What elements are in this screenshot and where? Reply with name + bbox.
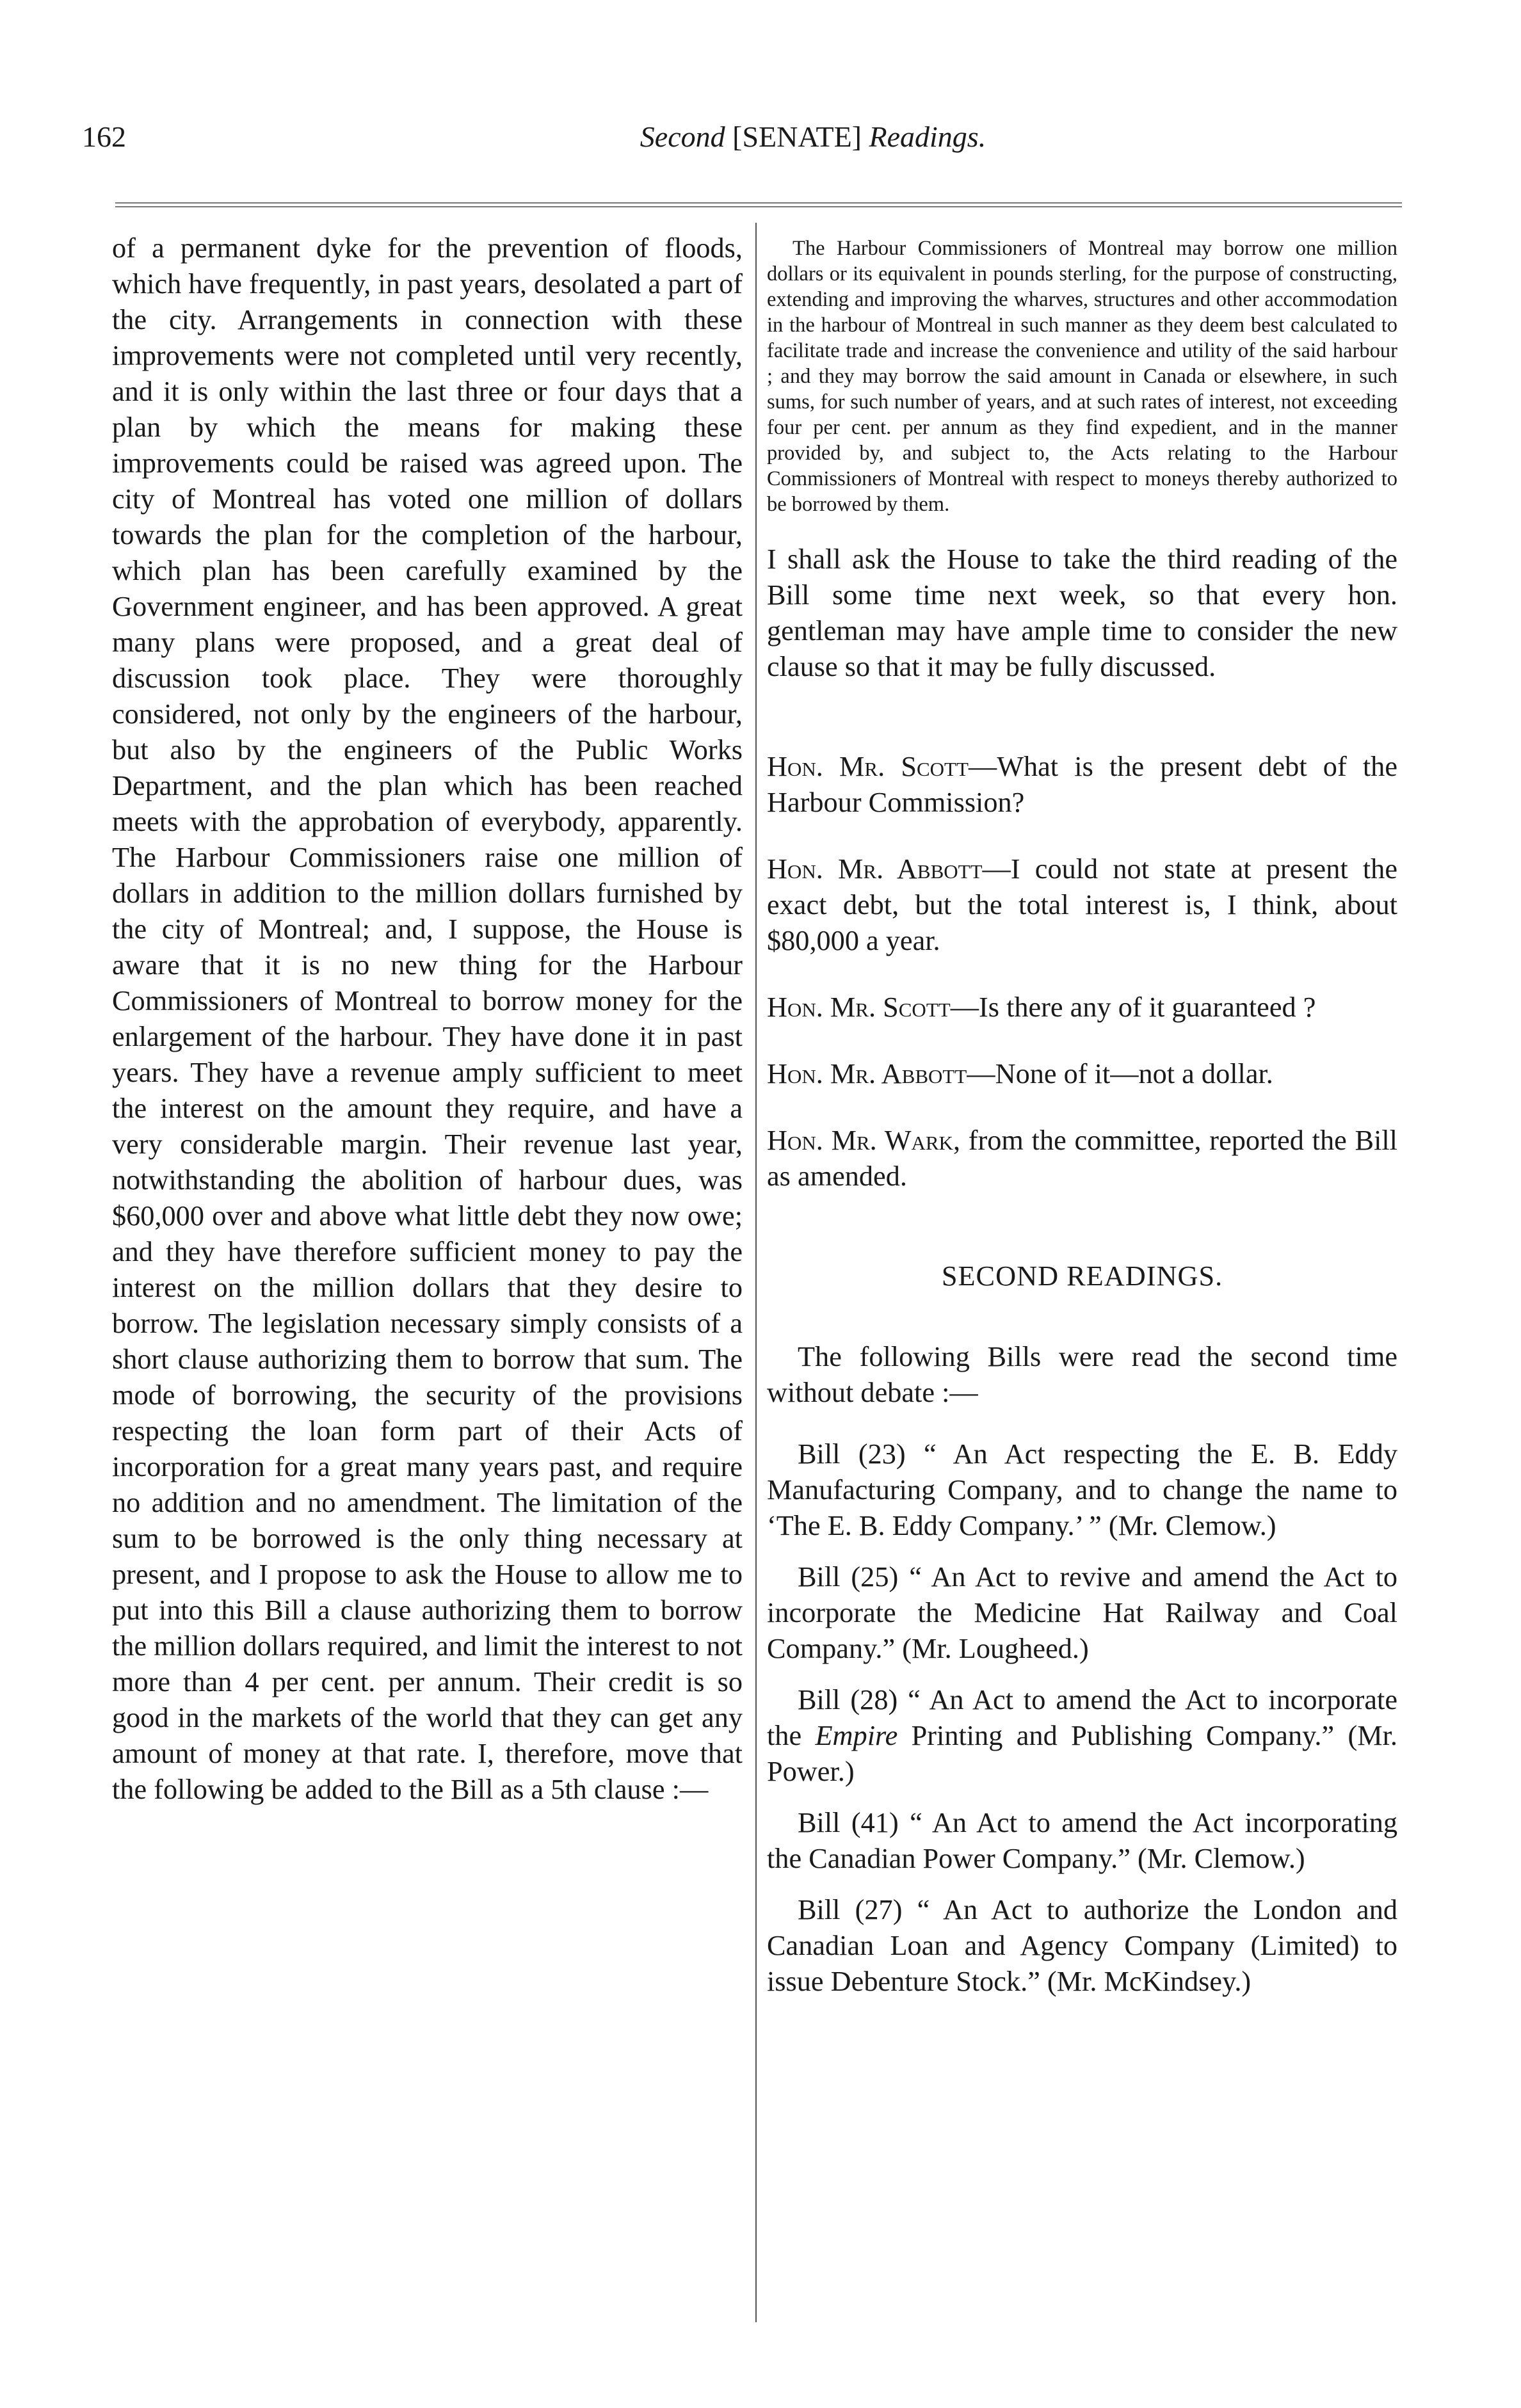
bill-item: Bill (23) “ An Act respecting the E. B. Eddy Manufacturing Company, and to change the name to ‘The E. B. Eddy Company.’ ” (Mr. Clemow.)	[767, 1438, 1397, 1541]
page-number: 162	[82, 120, 126, 153]
header-readings: Readings.	[869, 120, 986, 153]
header-rule-bottom	[115, 206, 1402, 207]
bill-text: Bill (28) “ An Act to amend the Act to incorporate the	[767, 1684, 1397, 1751]
header-rule-top	[115, 202, 1402, 204]
header-second: Second	[640, 120, 725, 153]
bill-item: Bill (27) “ An Act to authorize the London and Canadian Loan and Agency Company (Limited) to issue Debenture Stock.” (Mr. McKindsey.)	[767, 1894, 1397, 1997]
exchange-5	[767, 1123, 1397, 1194]
exchange-4	[767, 1056, 1397, 1092]
header-senate: [SENATE]	[732, 120, 862, 153]
bills-intro: The following Bills were read the second time without debate :—	[767, 1341, 1397, 1408]
speaker: Hon. Mr. Abbott	[767, 853, 983, 885]
bill-item: Bill (41) “ An Act to amend the Act incorporating the Canadian Power Company.” (Mr. Clemow.)	[767, 1807, 1397, 1874]
speaker: Hon. Mr. Abbott	[767, 1058, 967, 1089]
exchange-1	[767, 749, 1397, 821]
third-reading-paragraph: I shall ask the House to take the third reading of the Bill some time next week, so that every hon. gentleman may have ample time to consider the new clause so that it may be fully discussed.	[767, 543, 1397, 682]
exchange-2	[767, 851, 1397, 959]
bill-item	[767, 1682, 1397, 1790]
bill-item: Bill (25) “ An Act to revive and amend the Act to incorporate the Medicine Hat Railway and Coal Company.” (Mr. Lougheed.)	[767, 1561, 1397, 1664]
speaker: Hon. Mr. Scott	[767, 751, 969, 782]
speaker: Hon. Mr. Wark	[767, 1125, 953, 1156]
speech: , from the committee, reported the Bill as amended.	[767, 1125, 1397, 1192]
section-heading: SECOND READINGS.	[941, 1260, 1223, 1292]
speech: —None of it—not a dollar.	[967, 1058, 1273, 1089]
right-column	[767, 230, 1397, 2000]
bill-italic-title: Empire	[815, 1720, 898, 1751]
running-header	[397, 119, 1229, 155]
exchange-3	[767, 990, 1397, 1025]
speech: —What is the present debt of the Harbour Commission?	[767, 751, 1397, 818]
harbour-clause-quote: The Harbour Commissioners of Montreal may borrow one million dollars or its equivalent in pounds sterling, for the purpose of constructing, extending and improving the wharves, structures and other accommodation in the harbour of Montreal in such manner as they deem best calculated to facilitate trade and increase the convenience and utility of the said harbour ; and they may borrow the said amount in Canada or elsewhere, in such sums, for such number of years, and at such rates of interest, not exceeding four per cent. per annum as they find expedient, and in the manner provided by, and subject to, the Acts relating to the Harbour Commissioners of Montreal with respect to moneys thereby authorized to be borrowed by them.	[767, 237, 1397, 516]
column-divider	[755, 223, 757, 2322]
left-column-text: of a permanent dyke for the prevention of floods, which have frequently, in past years, desolated a part of the city. Arrangements in connection with these improvements were not completed until very recently, and it is only within the last three or four days that a plan by which the means for making these improvements could be raised was agreed upon. The city of Montreal has voted one million of dollars towards the plan for the completion of the harbour, which plan has been carefully examined by the Government engineer, and has been approved. A great many plans were proposed, and a great deal of discussion took place. They were thoroughly considered, not only by the engineers of the harbour, but also by the engineers of the Public Works Department, and the plan which has been reached meets with the approbation of everybody, apparently. The Harbour Commissioners raise one million of dollars in addition to the million dollars furnished by the city of Montreal; and, I suppose, the House is aware that it is no new thing for the Harbour Commissioners of Montreal to borrow money for the enlargement of the harbour. They have done it in past years. They have a revenue amply sufficient to meet the interest on the amount they require, and have a very considerable margin. Their revenue last year, notwithstanding the abolition of harbour dues, was $60,000 over and above what little debt they now owe; and they have therefore sufficient money to pay the interest on the million dollars that they desire to borrow. The legislation necessary simply consists of a short clause authorizing them to borrow that sum. The mode of borrowing, the security of the provisions respecting the loan form part of their Acts of incorporation for a great many years past, and require no addition and no amendment. The limitation of the sum to be borrowed is the only thing necessary at present, and I propose to ask the House to allow me to put into this Bill a clause authorizing them to borrow the million dollars required, and limit the interest to not more than 4 per cent. per annum. Their credit is so good in the markets of the world that they can get any amount of money at that rate. I, therefore, move that the following be added to the Bill as a 5th clause :—	[112, 232, 743, 1805]
bill-text: Printing and Publishing Company.” (Mr. Power.)	[767, 1720, 1397, 1787]
speech: —Is there any of it guaranteed ?	[950, 991, 1316, 1023]
speech: —I could not state at present the exact debt, but the total interest is, I think, about $80,000 a year.	[767, 853, 1397, 956]
speaker: Hon. Mr. Scott	[767, 991, 951, 1023]
left-column	[112, 230, 743, 1808]
